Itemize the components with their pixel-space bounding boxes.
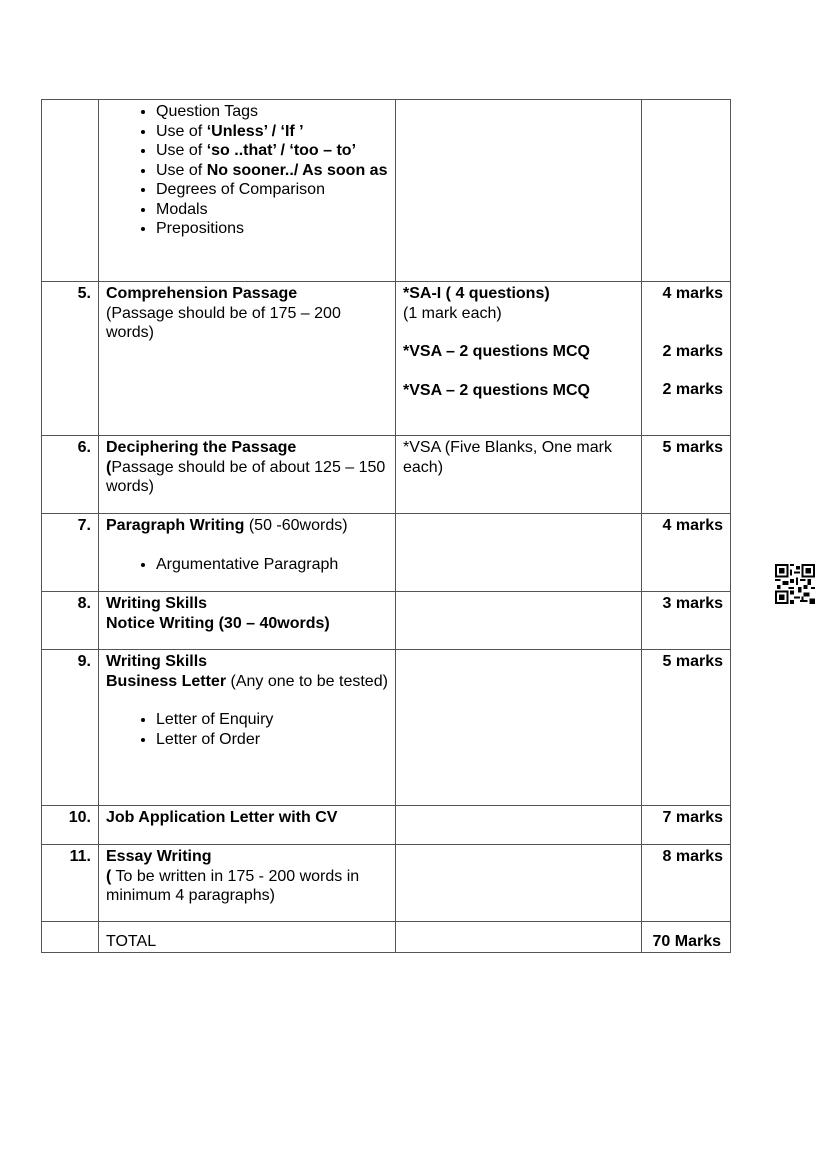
row-number: 10. <box>42 806 99 845</box>
total-row <box>42 922 731 953</box>
list-item: • Use of ‘Unless’ / ‘If ’ <box>156 122 388 142</box>
question-type-cell <box>396 514 642 592</box>
topic-description: (Passage should be of 175 – 200 words) <box>106 304 341 341</box>
table-row <box>42 650 731 806</box>
topic-cell <box>99 436 396 514</box>
table-row <box>42 592 731 650</box>
question-type-note: (1 mark each) <box>403 304 502 322</box>
topic-list <box>106 710 388 749</box>
topic-cell <box>99 592 396 650</box>
question-type-cell <box>396 922 642 953</box>
topic-subtitle: Business Letter (Any one to be tested) <box>106 672 388 690</box>
question-type-cell <box>396 650 642 806</box>
marks-value: 4 marks <box>662 285 723 302</box>
list-item: • Letter of Order <box>156 730 388 750</box>
table-row <box>42 514 731 592</box>
marks-cell: 7 marks <box>642 806 731 845</box>
topic-cell <box>99 514 396 592</box>
topic-list <box>106 555 388 575</box>
grammar-topic-list <box>106 102 388 239</box>
question-type-cell <box>396 806 642 845</box>
topic-title: Writing Skills <box>106 653 208 670</box>
list-item: • Argumentative Paragraph <box>156 555 388 575</box>
list-item: • Prepositions <box>156 219 388 239</box>
total-label: TOTAL <box>99 922 396 953</box>
marks-cell: 5 marks <box>642 436 731 514</box>
topic-title: Essay Writing <box>106 848 212 865</box>
marks-cell: 8 marks <box>642 845 731 922</box>
topic-title: Paragraph Writing (50 -60words) <box>106 517 348 534</box>
row-number: 9. <box>42 650 99 806</box>
list-item: • Modals <box>156 200 388 220</box>
qr-code-icon <box>775 564 815 604</box>
marks-cell <box>642 282 731 436</box>
row-number: 6. <box>42 436 99 514</box>
question-type-cell: *VSA (Five Blanks, One mark each) <box>396 436 642 514</box>
table-row <box>42 806 731 845</box>
marks-cell: 3 marks <box>642 592 731 650</box>
question-type-cell <box>396 282 642 436</box>
topic-description: (Passage should be of about 125 – 150 words) <box>106 458 386 495</box>
marks-cell: 4 marks <box>642 514 731 592</box>
question-type: *VSA – 2 questions MCQ <box>403 381 590 399</box>
table-row <box>42 845 731 922</box>
topic-cell <box>99 845 396 922</box>
marks-cell: 5 marks <box>642 650 731 806</box>
row-number: 5. <box>42 282 99 436</box>
total-marks: 70 Marks <box>642 922 731 953</box>
question-type: *VSA – 2 questions MCQ <box>403 343 590 360</box>
question-type: *SA-I ( 4 questions) <box>403 285 550 302</box>
table-row <box>42 282 731 436</box>
list-item: • Letter of Enquiry <box>156 710 388 730</box>
row-number: 11. <box>42 845 99 922</box>
question-type-cell <box>396 100 642 282</box>
list-item: • Use of No sooner../ As soon as <box>156 161 388 181</box>
marks-value: 2 marks <box>662 342 723 360</box>
question-type-cell <box>396 592 642 650</box>
question-type-cell <box>396 845 642 922</box>
list-item: • Use of ‘so ..that’ / ‘too – to’ <box>156 141 388 161</box>
list-item: • Degrees of Comparison <box>156 180 388 200</box>
row-number <box>42 922 99 953</box>
topic-description: ( To be written in 175 - 200 words in minimum 4 paragraphs) <box>106 867 360 904</box>
table-row <box>42 100 731 282</box>
syllabus-table <box>41 99 731 953</box>
topic-title: Comprehension Passage <box>106 285 298 302</box>
row-number: 8. <box>42 592 99 650</box>
topic-subtitle: Notice Writing (30 – 40words) <box>106 614 330 632</box>
marks-cell <box>642 100 731 282</box>
topic-title: Job Application Letter with CV <box>99 806 396 845</box>
topic-cell <box>99 282 396 436</box>
topic-cell <box>99 650 396 806</box>
row-number <box>42 100 99 282</box>
topic-title: Deciphering the Passage <box>106 439 297 456</box>
row-number: 7. <box>42 514 99 592</box>
list-item: • Question Tags <box>156 102 388 122</box>
marks-value: 2 marks <box>662 381 723 398</box>
topic-title: Writing Skills <box>106 595 208 612</box>
grammar-topics <box>99 100 396 282</box>
table-row <box>42 436 731 514</box>
